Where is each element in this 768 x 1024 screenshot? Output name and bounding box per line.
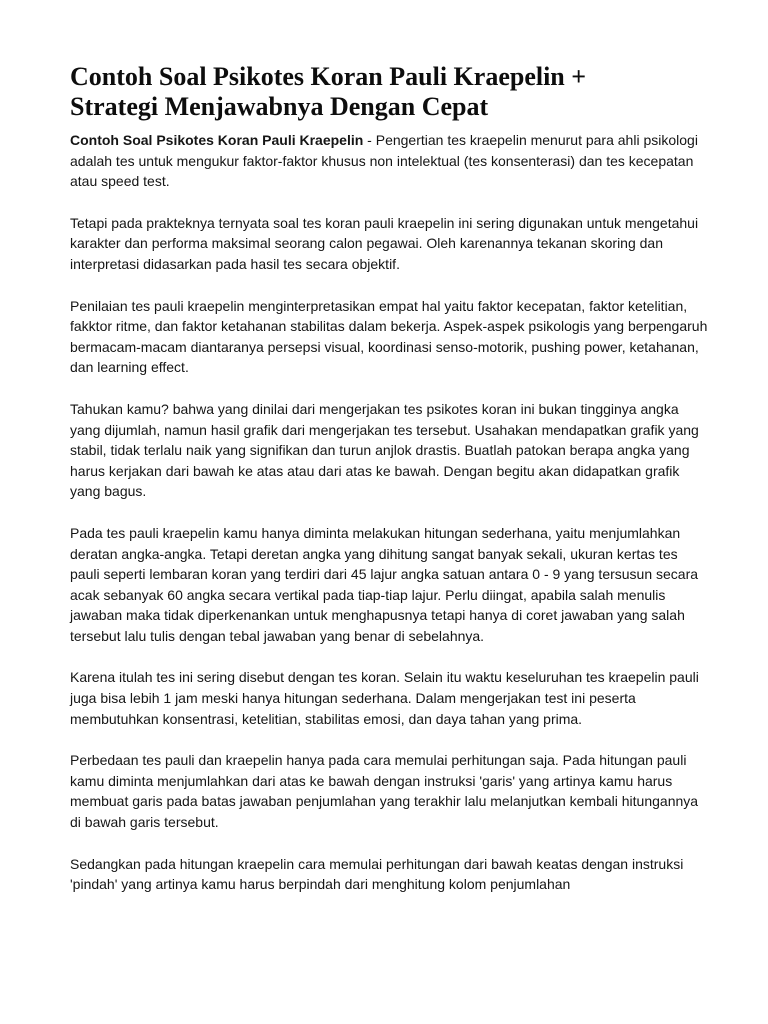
- intro-text: - Pengertian tes kraepelin menurut para ahli psikologi adalah tes untuk mengukur faktor-faktor khusus non intelektual (tes konsenterasi) dan tes kecepatan atau speed test.: [70, 132, 698, 190]
- body-paragraph-2: Penilaian tes pauli kraepelin menginterpretasikan empat hal yaitu faktor kecepatan, faktor ketelitian, fakktor ritme, dan faktor ketahanan stabilitas dalam bekerja. Aspek-aspek psikologis yang berpengaruh bermacam-macam diantaranya persepsi visual, koordinasi senso-motorik, pushing power, ketahanan, dan learning effect.: [70, 297, 708, 376]
- body-paragraph-5: Karena itulah tes ini sering disebut dengan tes koran. Selain itu waktu keseluruhan tes kraepelin pauli juga bisa lebih 1 jam meski hanya hitungan sederhana. Dalam mengerjakan test ini peserta membutuhkan konsentrasi, ketelitian, stabilitas emosi, dan daya tahan yang prima.: [70, 669, 699, 727]
- intro-paragraph: [70, 130, 710, 192]
- intro-bold-lead: Contoh Soal Psikotes Koran Pauli Kraepelin: [70, 132, 364, 148]
- body-paragraph-3: Tahukan kamu? bahwa yang dinilai dari mengerjakan tes psikotes koran ini bukan tingginya angka yang dijumlah, namun hasil grafik dari mengerjakan tes tersebut. Usahakan mendapatkan grafik yang stabil, tidak terlalu naik yang signifikan dan turun anjlok drastis. Buatlah patokan berapa angka yang harus kerjakan dari bawah ke atas atau dari atas ke bawah. Dengan begitu akan didapatkan grafik yang bagus.: [70, 400, 699, 500]
- body-paragraph-1: Tetapi pada prakteknya ternyata soal tes koran pauli kraepelin ini sering digunakan untuk mengetahui karakter dan performa maksimal seorang calon pegawai. Oleh karenannya tekanan skoring dan interpretasi didasarkan pada hasil tes secara objektif.: [70, 214, 699, 272]
- body-paragraph-7: Sedangkan pada hitungan kraepelin cara memulai perhitungan dari bawah keatas dengan instruksi 'pindah' yang artinya kamu harus berpindah dari menghitung kolom penjumlahan: [70, 855, 684, 893]
- body-paragraph-4: Pada tes pauli kraepelin kamu hanya diminta melakukan hitungan sederhana, yaitu menjumlahkan deratan angka-angka. Tetapi deretan angka yang dihitung sangat banyak sekali, ukuran kertas tes pauli seperti lembaran koran yang terdiri dari 45 lajur angka satuan antara 0 - 9 yang tersusun secara acak sebanyak 60 angka secara vertikal pada tiap-tiap lajur. Perlu diingat, apabila salah menulis jawaban maka tidak diperkenankan untuk menghapusnya tetapi hanya di coret jawaban yang salah tersebut lalu tulis dengan tebal jawaban yang benar di sebelahnya.: [70, 524, 699, 644]
- title-line-1: Contoh Soal Psikotes Koran Pauli Kraepelin +: [70, 62, 587, 91]
- body-paragraph-6: Perbedaan tes pauli dan kraepelin hanya pada cara memulai perhitungan saja. Pada hitungan pauli kamu diminta menjumlahkan dari atas ke bawah dengan instruksi 'garis' yang artinya kamu harus membuat garis pada batas jawaban penjumlahan yang terakhir lalu melanjutkan kembali hitungannya di bawah garis tersebut.: [70, 752, 699, 831]
- title-line-2: Strategi Menjawabnya Dengan Cepat: [70, 92, 489, 121]
- document-title: [70, 62, 710, 122]
- document-page: [70, 62, 710, 916]
